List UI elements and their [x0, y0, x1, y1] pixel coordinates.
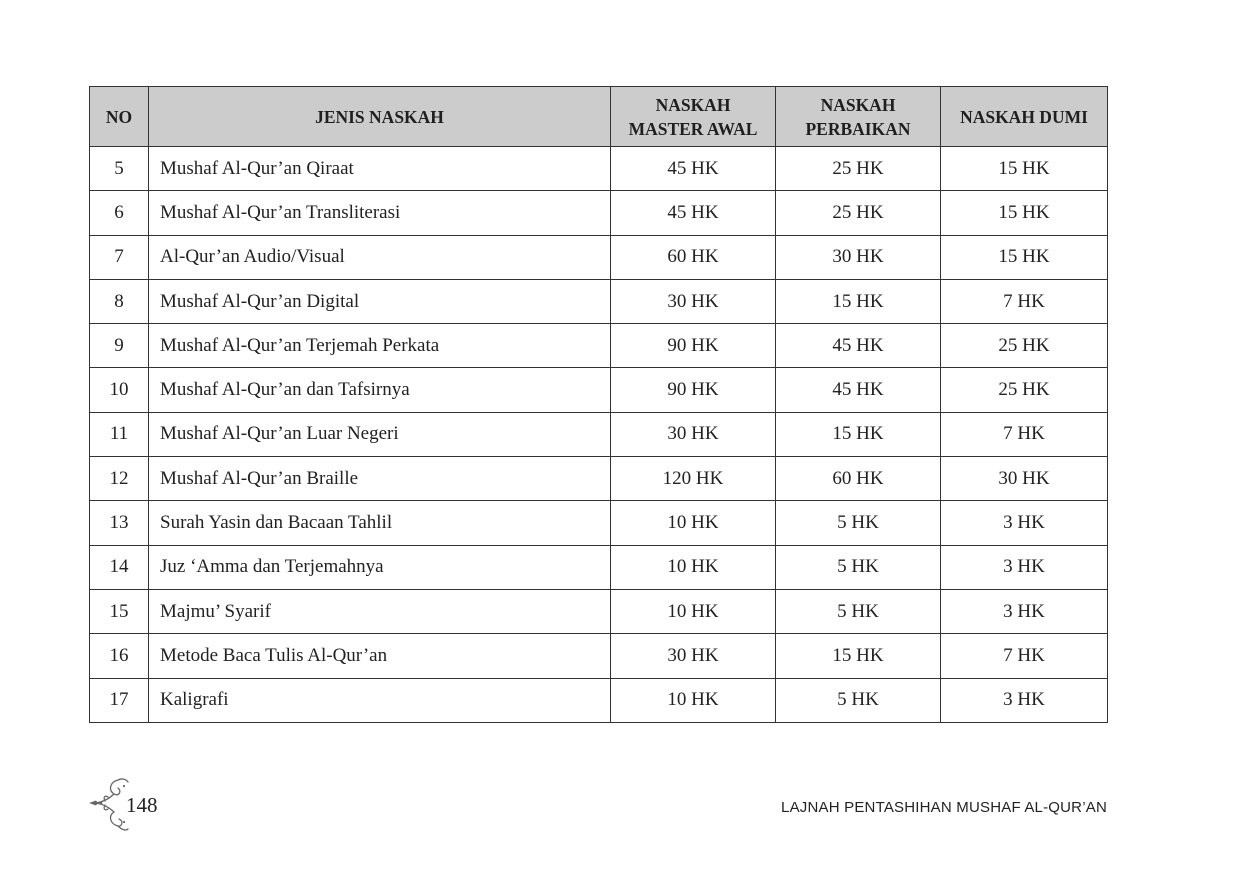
cell-perbaikan: 5 HK	[776, 501, 941, 545]
cell-perbaikan: 45 HK	[776, 324, 941, 368]
table-row	[90, 678, 1108, 722]
cell-no: 14	[90, 545, 149, 589]
table-row	[90, 279, 1108, 323]
table-header-row	[90, 87, 1108, 147]
table-row	[90, 147, 1108, 191]
table-row	[90, 545, 1108, 589]
cell-dumi: 30 HK	[941, 457, 1108, 501]
cell-no: 9	[90, 324, 149, 368]
cell-jenis-naskah: Kaligrafi	[149, 678, 611, 722]
cell-master-awal: 30 HK	[611, 279, 776, 323]
cell-master-awal: 10 HK	[611, 545, 776, 589]
running-footer-title: LAJNAH PENTASHIHAN MUSHAF AL-QUR’AN	[781, 799, 1107, 816]
page-number-block	[88, 776, 178, 834]
header-naskah-perbaikan	[776, 87, 941, 147]
cell-perbaikan: 5 HK	[776, 678, 941, 722]
cell-no: 8	[90, 279, 149, 323]
table-row	[90, 501, 1108, 545]
cell-perbaikan: 5 HK	[776, 545, 941, 589]
cell-jenis-naskah: Mushaf Al-Qur’an Digital	[149, 279, 611, 323]
cell-jenis-naskah: Mushaf Al-Qur’an Transliterasi	[149, 191, 611, 235]
cell-jenis-naskah: Mushaf Al-Qur’an Luar Negeri	[149, 412, 611, 456]
cell-jenis-naskah: Majmu’ Syarif	[149, 589, 611, 633]
table-row	[90, 412, 1108, 456]
cell-dumi: 3 HK	[941, 501, 1108, 545]
cell-dumi: 3 HK	[941, 678, 1108, 722]
naskah-table-container	[89, 86, 1107, 723]
cell-master-awal: 30 HK	[611, 634, 776, 678]
cell-dumi: 3 HK	[941, 589, 1108, 633]
cell-master-awal: 10 HK	[611, 501, 776, 545]
cell-dumi: 7 HK	[941, 634, 1108, 678]
cell-master-awal: 90 HK	[611, 368, 776, 412]
cell-perbaikan: 5 HK	[776, 589, 941, 633]
cell-master-awal: 30 HK	[611, 412, 776, 456]
header-naskah-master-awal	[611, 87, 776, 147]
cell-dumi: 3 HK	[941, 545, 1108, 589]
cell-jenis-naskah: Metode Baca Tulis Al-Qur’an	[149, 634, 611, 678]
cell-jenis-naskah: Surah Yasin dan Bacaan Tahlil	[149, 501, 611, 545]
table-row	[90, 324, 1108, 368]
page-number: 148	[126, 793, 158, 817]
cell-dumi: 15 HK	[941, 147, 1108, 191]
cell-no: 6	[90, 191, 149, 235]
header-master-line1: NASKAH	[655, 94, 731, 115]
cell-jenis-naskah: Juz ‘Amma dan Terjemahnya	[149, 545, 611, 589]
cell-perbaikan: 15 HK	[776, 634, 941, 678]
cell-jenis-naskah: Mushaf Al-Qur’an dan Tafsirnya	[149, 368, 611, 412]
cell-jenis-naskah: Mushaf Al-Qur’an Qiraat	[149, 147, 611, 191]
cell-no: 11	[90, 412, 149, 456]
cell-dumi: 7 HK	[941, 279, 1108, 323]
cell-perbaikan: 30 HK	[776, 235, 941, 279]
cell-master-awal: 120 HK	[611, 457, 776, 501]
table-row	[90, 235, 1108, 279]
cell-no: 10	[90, 368, 149, 412]
cell-no: 13	[90, 501, 149, 545]
cell-dumi: 7 HK	[941, 412, 1108, 456]
cell-no: 15	[90, 589, 149, 633]
cell-master-awal: 10 HK	[611, 678, 776, 722]
header-perbaikan-line1: NASKAH	[820, 94, 896, 115]
cell-no: 17	[90, 678, 149, 722]
cell-dumi: 25 HK	[941, 324, 1108, 368]
header-perbaikan-line2: PERBAIKAN	[805, 118, 911, 139]
cell-dumi: 15 HK	[941, 191, 1108, 235]
cell-dumi: 15 HK	[941, 235, 1108, 279]
cell-no: 12	[90, 457, 149, 501]
cell-perbaikan: 15 HK	[776, 279, 941, 323]
cell-no: 7	[90, 235, 149, 279]
cell-perbaikan: 45 HK	[776, 368, 941, 412]
cell-master-awal: 60 HK	[611, 235, 776, 279]
header-naskah-dumi: NASKAH DUMI	[941, 87, 1108, 147]
table-row	[90, 634, 1108, 678]
header-jenis-naskah: JENIS NASKAH	[149, 87, 611, 147]
table-row	[90, 589, 1108, 633]
cell-no: 5	[90, 147, 149, 191]
cell-master-awal: 90 HK	[611, 324, 776, 368]
cell-master-awal: 10 HK	[611, 589, 776, 633]
cell-jenis-naskah: Al-Qur’an Audio/Visual	[149, 235, 611, 279]
cell-perbaikan: 25 HK	[776, 147, 941, 191]
header-master-line2: MASTER AWAL	[628, 118, 758, 139]
cell-dumi: 25 HK	[941, 368, 1108, 412]
naskah-table	[89, 86, 1108, 723]
cell-perbaikan: 60 HK	[776, 457, 941, 501]
header-no: NO	[90, 87, 149, 147]
table-row	[90, 368, 1108, 412]
cell-jenis-naskah: Mushaf Al-Qur’an Terjemah Perkata	[149, 324, 611, 368]
cell-no: 16	[90, 634, 149, 678]
cell-master-awal: 45 HK	[611, 191, 776, 235]
cell-perbaikan: 15 HK	[776, 412, 941, 456]
cell-jenis-naskah: Mushaf Al-Qur’an Braille	[149, 457, 611, 501]
cell-perbaikan: 25 HK	[776, 191, 941, 235]
cell-master-awal: 45 HK	[611, 147, 776, 191]
table-row	[90, 457, 1108, 501]
table-row	[90, 191, 1108, 235]
